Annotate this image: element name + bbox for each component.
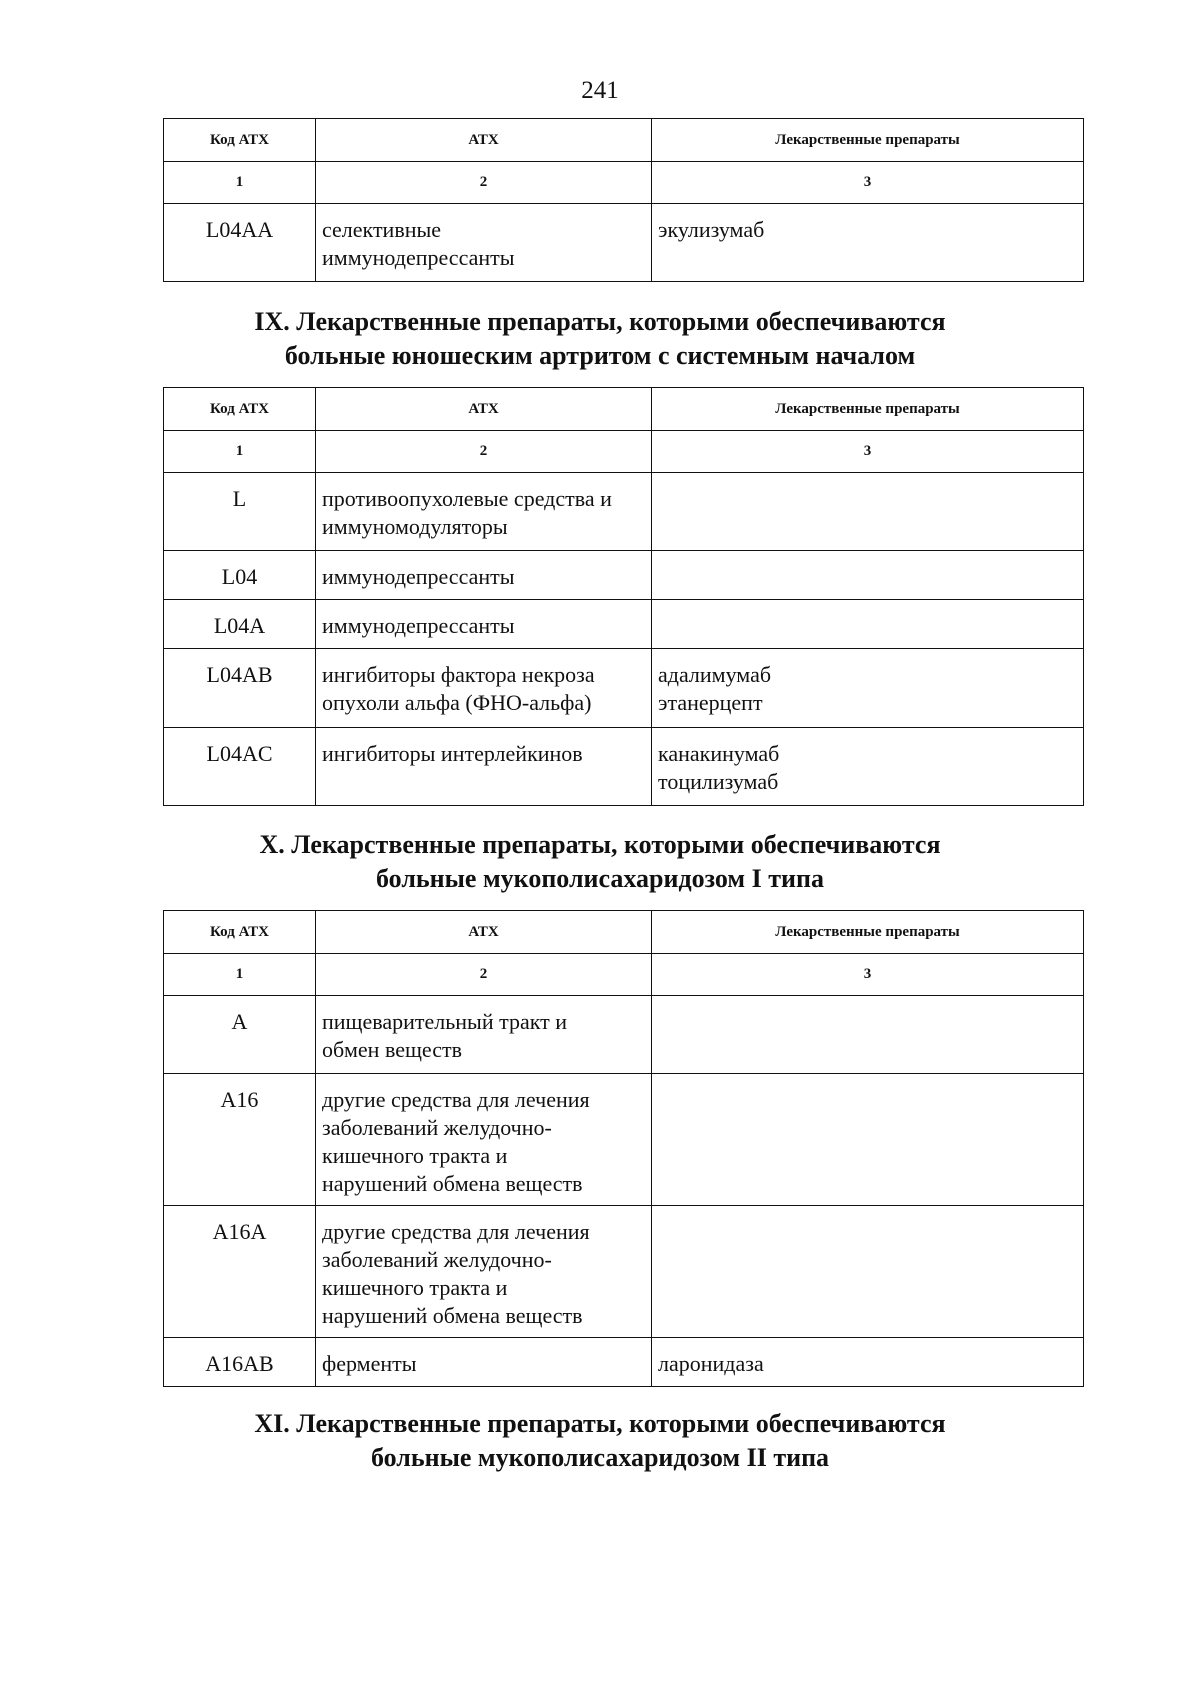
- table-column-number-row: [164, 954, 1084, 996]
- drug-name: адалимумаб: [658, 662, 772, 687]
- atx-group-cell: [316, 1074, 652, 1206]
- atx-group-cell: [316, 1206, 652, 1338]
- atx-group-cell: [316, 649, 652, 728]
- drugs-cell: [652, 1206, 1084, 1338]
- drug-name: канакинумаб: [658, 741, 780, 766]
- table-header-row: [164, 388, 1084, 431]
- column-header-drugs: Лекарственные препараты: [652, 119, 1084, 162]
- atx-group-text: другие средства для лечения: [322, 1087, 590, 1112]
- atx-code-cell: L04A: [164, 600, 316, 649]
- atx-table-1: [163, 118, 1084, 282]
- column-header-code: Код АТХ: [164, 119, 316, 162]
- section-title-line: XI. Лекарственные препараты, которыми обеспечиваются: [254, 1409, 946, 1438]
- atx-code-cell: L: [164, 473, 316, 551]
- table-row: [164, 551, 1084, 600]
- atx-group-text: иммунодепрессанты: [322, 613, 515, 638]
- drugs-cell: [652, 600, 1084, 649]
- atx-code-cell: A16A: [164, 1206, 316, 1338]
- column-number-atx: 2: [316, 954, 652, 996]
- drugs-cell: [652, 473, 1084, 551]
- atx-group-text: нарушений обмена веществ: [322, 1171, 583, 1196]
- atx-group-cell: [316, 728, 652, 806]
- table-header-row: [164, 911, 1084, 954]
- table-row: [164, 473, 1084, 551]
- atx-group-text: иммунодепрессанты: [322, 564, 515, 589]
- table-column-number-row: [164, 162, 1084, 204]
- section-title-line: IX. Лекарственные препараты, которыми обеспечиваются: [254, 307, 946, 336]
- atx-group-text: иммуномодуляторы: [322, 514, 508, 539]
- column-header-code: Код АТХ: [164, 911, 316, 954]
- atx-group-text: иммунодепрессанты: [322, 245, 515, 270]
- section-x-title: [0, 828, 1200, 896]
- atx-code-cell: A: [164, 996, 316, 1074]
- atx-group-text: ингибиторы интерлейкинов: [322, 741, 583, 766]
- page-number: 241: [581, 77, 619, 104]
- table-row: [164, 1338, 1084, 1387]
- column-number-drugs: 3: [652, 162, 1084, 204]
- column-header-atx: АТХ: [316, 911, 652, 954]
- atx-code-cell: A16: [164, 1074, 316, 1206]
- atx-group-text: нарушений обмена веществ: [322, 1303, 583, 1328]
- drugs-cell: [652, 728, 1084, 806]
- section-title-line: больные мукополисахаридозом II типа: [370, 1443, 830, 1472]
- table-column-number-row: [164, 431, 1084, 473]
- atx-group-text: обмен веществ: [322, 1037, 462, 1062]
- drug-name: тоцилизумаб: [658, 769, 779, 794]
- table-row: [164, 649, 1084, 728]
- table-row: [164, 996, 1084, 1074]
- column-header-code: Код АТХ: [164, 388, 316, 431]
- section-title-line: X. Лекарственные препараты, которыми обеспечиваются: [259, 830, 941, 859]
- drugs-cell: [652, 1338, 1084, 1387]
- drugs-cell: [652, 1074, 1084, 1206]
- atx-group-cell: [316, 996, 652, 1074]
- table-row: [164, 204, 1084, 282]
- table-row: [164, 728, 1084, 806]
- atx-group-text: селективные: [322, 217, 442, 242]
- column-number-code: 1: [164, 162, 316, 204]
- drug-name: ларонидаза: [658, 1351, 764, 1376]
- section-title-line: больные юношеским артритом с системным началом: [284, 341, 916, 370]
- section-title-line: больные мукополисахаридозом I типа: [376, 864, 824, 893]
- atx-group-cell: [316, 473, 652, 551]
- column-header-atx: АТХ: [316, 119, 652, 162]
- atx-group-text: опухоли альфа (ФНО-альфа): [322, 690, 592, 715]
- section-xi-title: [0, 1407, 1200, 1475]
- atx-code-cell: L04AA: [164, 204, 316, 282]
- column-header-drugs: Лекарственные препараты: [652, 911, 1084, 954]
- column-number-atx: 2: [316, 431, 652, 473]
- atx-code-cell: L04AC: [164, 728, 316, 806]
- atx-group-text: кишечного тракта и: [322, 1275, 508, 1300]
- atx-table-x: [163, 910, 1084, 1387]
- atx-code-cell: A16AB: [164, 1338, 316, 1387]
- section-ix-title: [0, 305, 1200, 373]
- atx-group-cell: [316, 600, 652, 649]
- table-header-row: [164, 119, 1084, 162]
- atx-group-text: другие средства для лечения: [322, 1219, 590, 1244]
- drugs-cell: [652, 204, 1084, 282]
- atx-table-ix: [163, 387, 1084, 806]
- drugs-cell: [652, 649, 1084, 728]
- atx-code-cell: L04: [164, 551, 316, 600]
- column-number-code: 1: [164, 954, 316, 996]
- atx-group-text: ингибиторы фактора некроза: [322, 662, 595, 687]
- column-header-atx: АТХ: [316, 388, 652, 431]
- atx-group-cell: [316, 1338, 652, 1387]
- table-row: [164, 1074, 1084, 1206]
- drug-name: экулизумаб: [658, 217, 765, 242]
- table-row: [164, 1206, 1084, 1338]
- atx-group-text: противоопухолевые средства и: [322, 486, 612, 511]
- drugs-cell: [652, 551, 1084, 600]
- column-number-drugs: 3: [652, 954, 1084, 996]
- table-row: [164, 600, 1084, 649]
- drug-name: этанерцепт: [658, 690, 763, 715]
- atx-code-cell: L04AB: [164, 649, 316, 728]
- atx-group-text: кишечного тракта и: [322, 1143, 508, 1168]
- atx-group-cell: [316, 551, 652, 600]
- atx-group-text: пищеварительный тракт и: [322, 1009, 568, 1034]
- atx-group-text: заболеваний желудочно-: [322, 1247, 552, 1272]
- column-number-code: 1: [164, 431, 316, 473]
- atx-group-text: заболеваний желудочно-: [322, 1115, 552, 1140]
- column-number-atx: 2: [316, 162, 652, 204]
- drugs-cell: [652, 996, 1084, 1074]
- atx-group-cell: [316, 204, 652, 282]
- column-header-drugs: Лекарственные препараты: [652, 388, 1084, 431]
- atx-group-text: ферменты: [322, 1351, 417, 1376]
- column-number-drugs: 3: [652, 431, 1084, 473]
